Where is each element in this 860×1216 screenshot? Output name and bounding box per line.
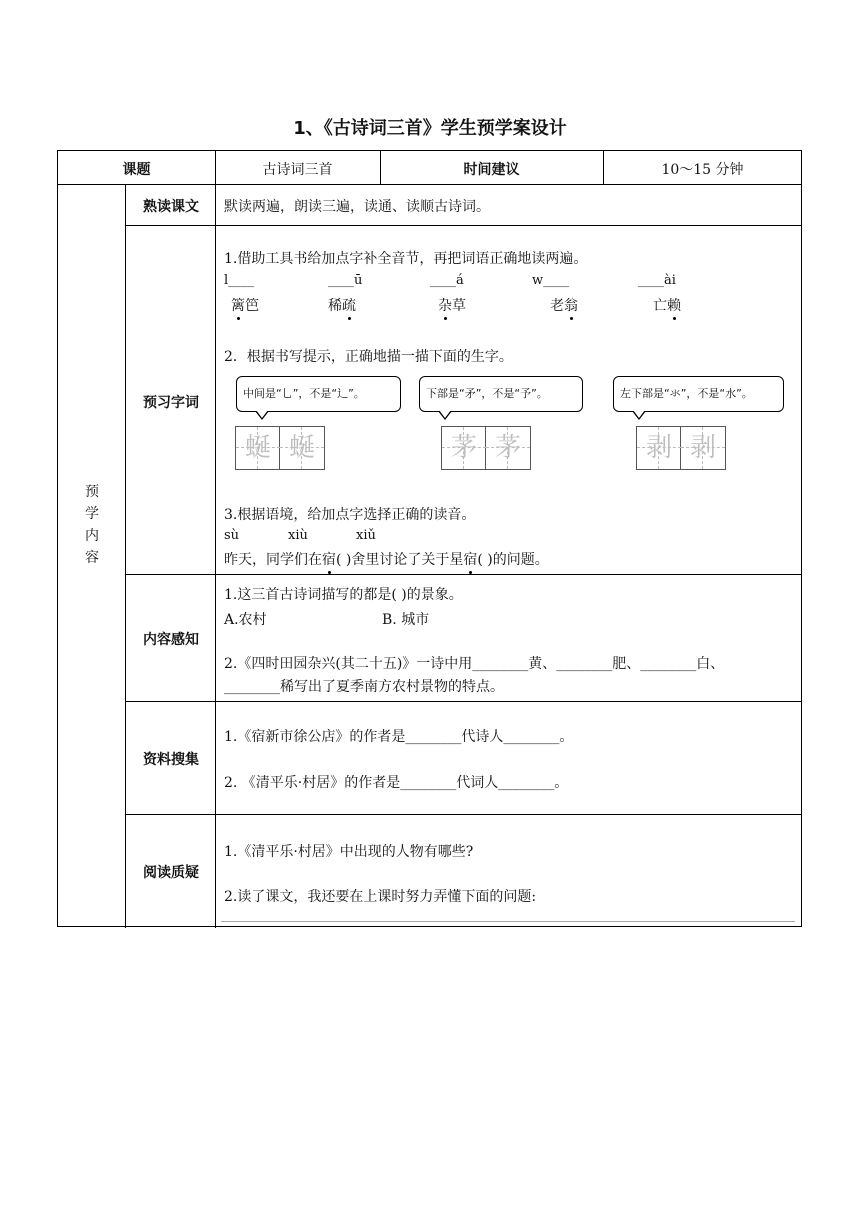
- yuxi-q2: 2．根据书写提示，正确地描一描下面的生字。: [224, 349, 513, 365]
- reading-option: xiǔ: [356, 528, 376, 543]
- answer-line[interactable]: [221, 921, 795, 922]
- preview-table: [57, 150, 802, 927]
- pinyin-blank: ____ài: [638, 273, 676, 288]
- neirong-option-b: B. 城市: [382, 612, 430, 628]
- row-label-yuxi: 预习字词: [143, 395, 199, 411]
- word-item: 稀疏: [328, 298, 356, 314]
- shudu-text: 默读两遍，朗读三遍，读通、读顺古诗词。: [224, 199, 490, 215]
- neirong-option-a: A.农村: [224, 612, 267, 628]
- tracing-grid: 剥 剥: [636, 426, 726, 470]
- word-item: 杂草: [438, 298, 466, 314]
- topic-label: 课题: [122, 162, 151, 178]
- pinyin-blank: ____á: [430, 273, 464, 288]
- pinyin-blank: w____: [532, 273, 570, 288]
- row-label-yuedu: 阅读质疑: [143, 865, 199, 881]
- section-label: 预 学 内 容: [85, 484, 99, 566]
- yuxi-sentence: 昨天，同学们在宿( )舍里讨论了关于星宿( )的问题。: [224, 552, 549, 568]
- row-label-ziliao: 资料搜集: [143, 752, 199, 768]
- reading-option: sù: [224, 528, 240, 543]
- pinyin-blank: ____ū: [328, 273, 363, 288]
- neirong-q1: 1.这三首古诗词描写的都是( )的景象。: [224, 587, 463, 603]
- neirong-q2-line2: ________稀写出了夏季南方农村景物的特点。: [224, 679, 504, 695]
- yuxi-q3: 3.根据语境，给加点字选择正确的读音。: [224, 507, 476, 523]
- pinyin-blank: l____: [224, 273, 255, 288]
- ziliao-q2: 2. 《清平乐·村居》的作者是________代词人________。: [224, 775, 569, 791]
- hint-bubble: 下部是“矛”，不是“予”。: [419, 376, 583, 412]
- yuedu-q2: 2.读了课文，我还要在上课时努力弄懂下面的问题:: [224, 889, 537, 905]
- word-item: 篱笆: [231, 298, 259, 314]
- topic-value: 古诗词三首: [262, 162, 333, 178]
- row-label-neirong: 内容感知: [143, 632, 199, 648]
- row-label-shudu: 熟读课文: [143, 199, 199, 215]
- yuedu-q1: 1.《清平乐·村居》中出现的人物有哪些?: [224, 844, 474, 860]
- neirong-q2-line1: 2.《四时田园杂兴(其二十五)》一诗中用________黄、________肥、________白、: [224, 656, 725, 672]
- hint-bubble: 左下部是“氺”，不是“水”。: [613, 376, 784, 412]
- yuxi-q1: 1.借助工具书给加点字补全音节，再把词语正确地读两遍。: [224, 251, 588, 267]
- page-title: 1、《古诗词三首》学生预学案设计: [293, 118, 567, 139]
- ziliao-q1: 1.《宿新市徐公店》的作者是________代诗人________。: [224, 729, 574, 745]
- hint-bubble: 中间是“乚”，不是“辶”。: [236, 376, 401, 412]
- tracing-grid: 蜒 蜒: [235, 426, 325, 470]
- reading-option: xiù: [288, 528, 308, 543]
- word-item: 老翁: [550, 298, 578, 314]
- word-item: 亡赖: [653, 298, 681, 314]
- tracing-grid: 茅 茅: [441, 426, 531, 470]
- time-value: 10～15 分钟: [661, 162, 744, 178]
- time-label: 时间建议: [463, 162, 520, 178]
